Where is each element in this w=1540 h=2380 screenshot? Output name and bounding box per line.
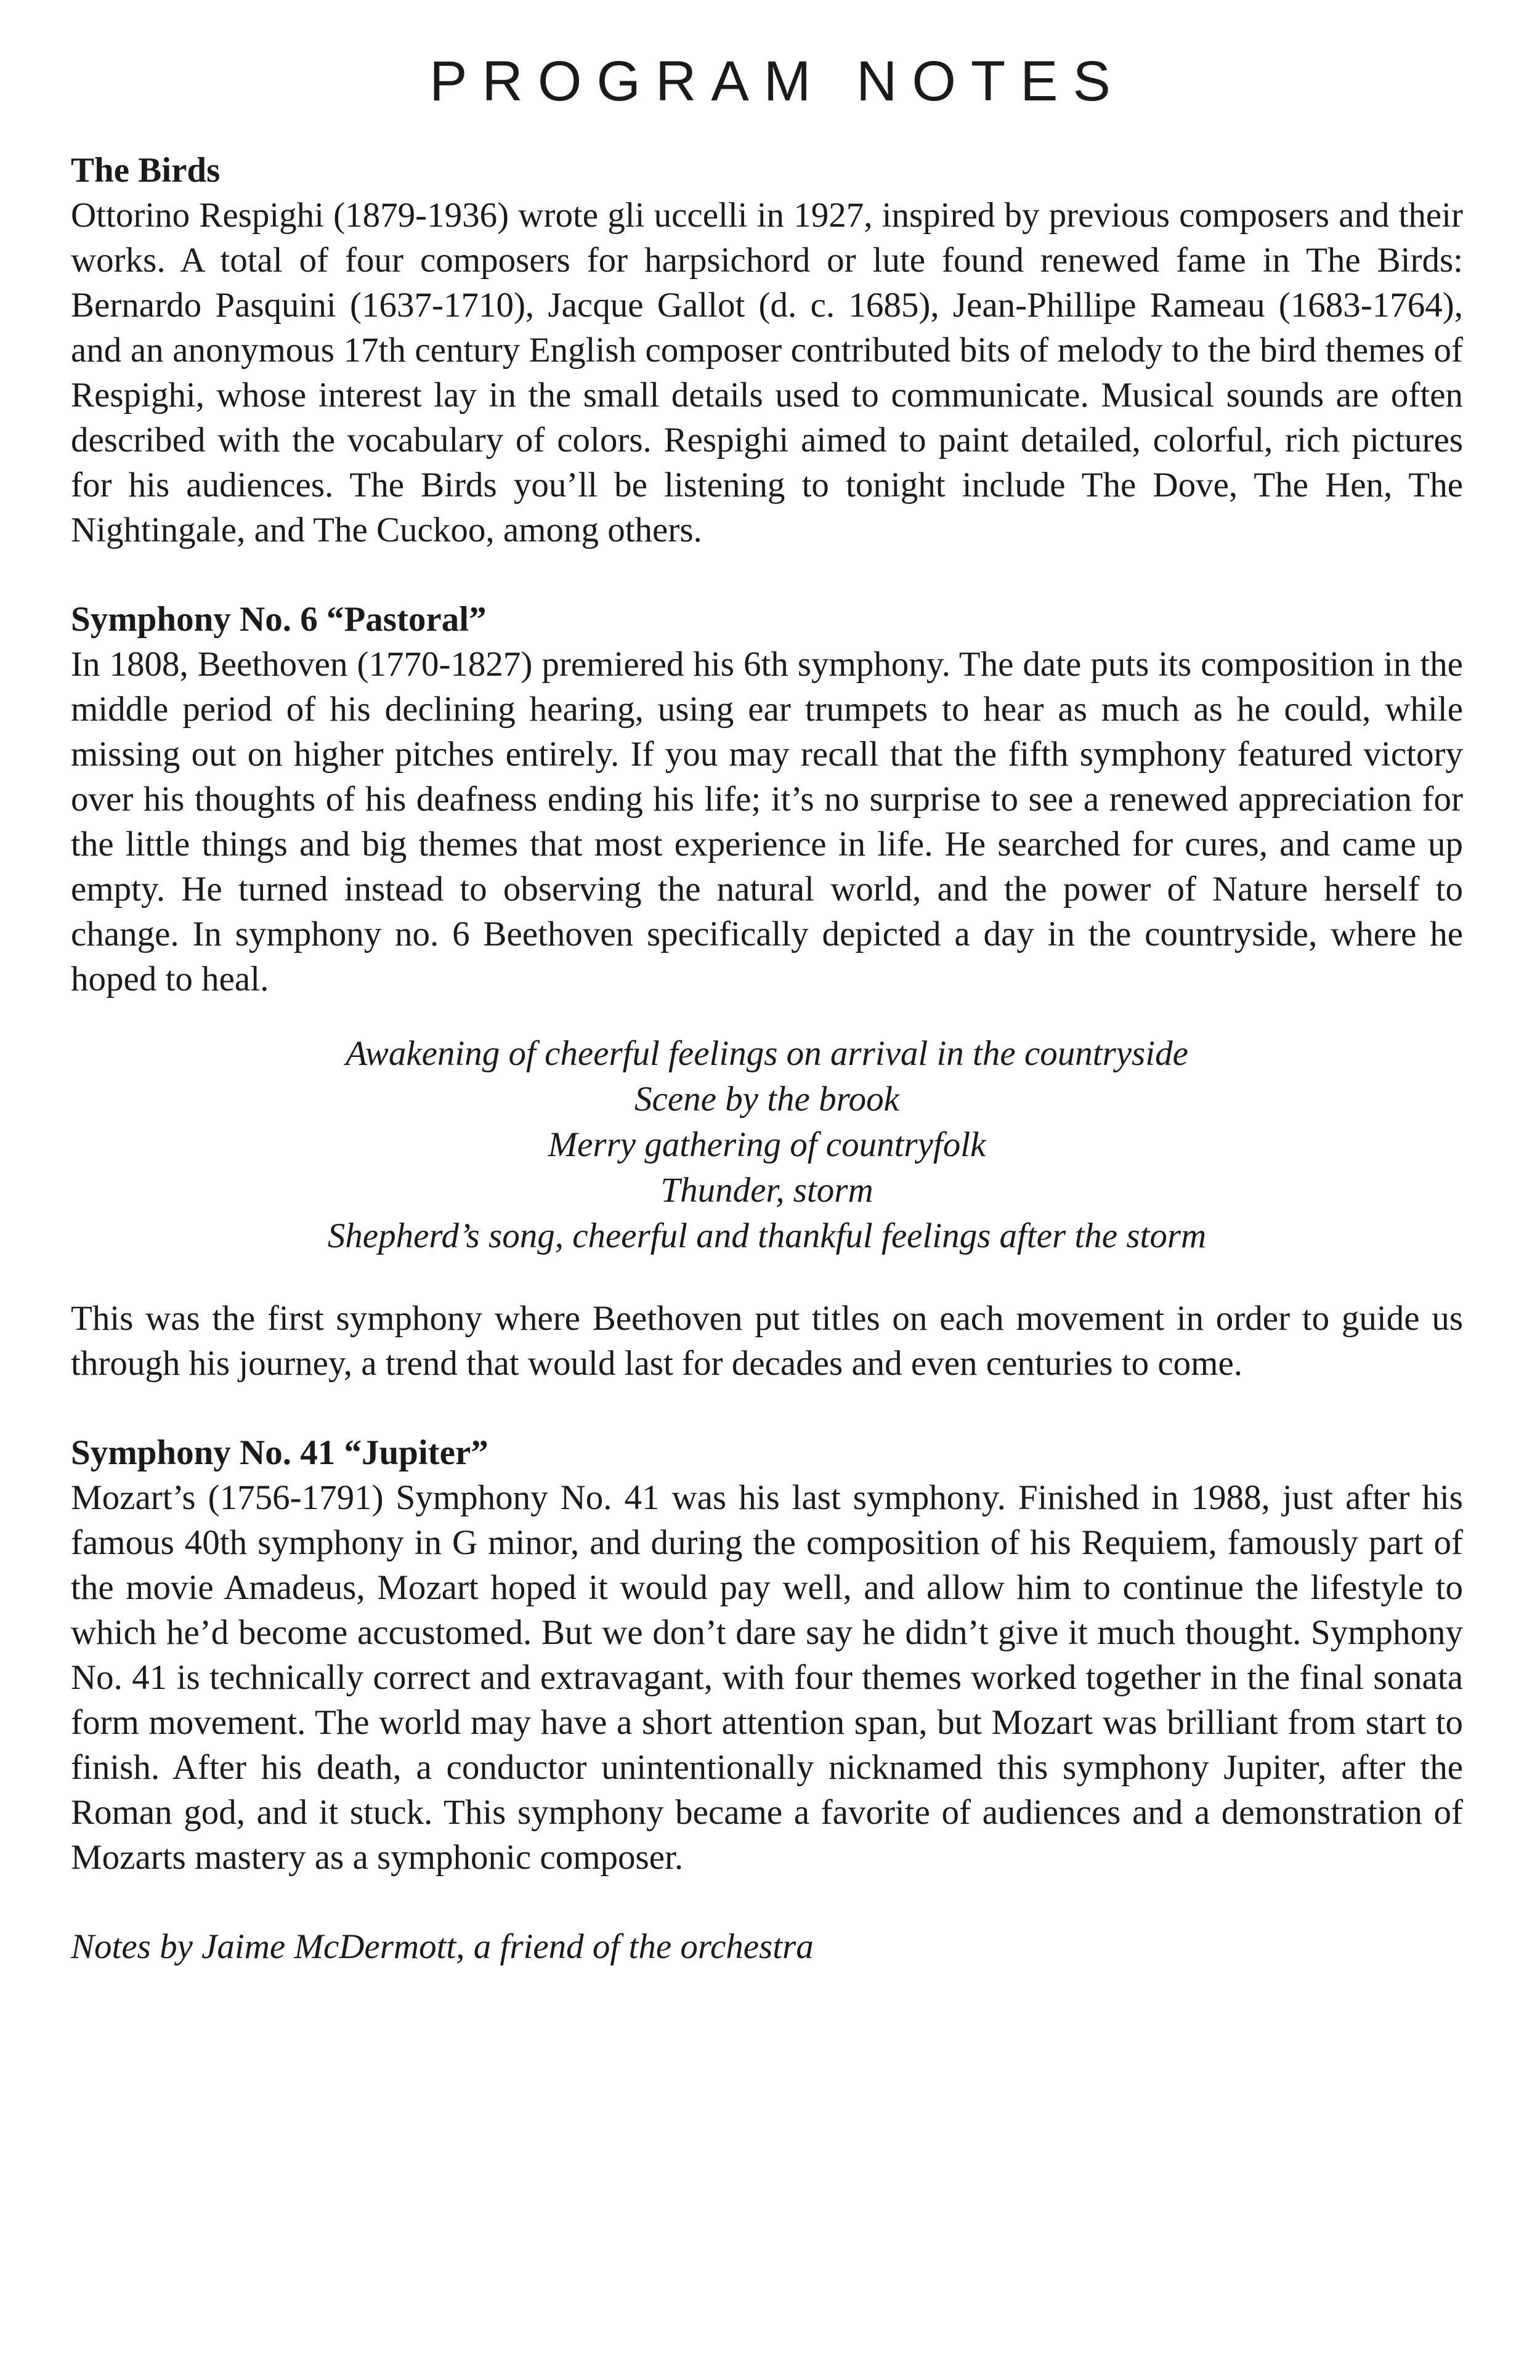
section-the-birds xyxy=(71,148,1463,552)
content xyxy=(71,148,1463,1969)
page-title: PROGRAM NOTES xyxy=(429,50,1125,113)
section-title: The Birds xyxy=(71,151,221,190)
movement-item: Shepherd’s song, cheerful and thankful feelings after the storm xyxy=(327,1216,1207,1255)
section-title: Symphony No. 6 “Pastoral” xyxy=(71,600,487,639)
movement-item: Merry gathering of countryfolk xyxy=(548,1125,986,1164)
movement-item: Awakening of cheerful feelings on arrival in the countryside xyxy=(346,1034,1188,1073)
section-paragraph: This was the first symphony where Beethoven put titles on each movement in order to guide us through his journey, a trend that would last for decades and even centuries to come. xyxy=(71,1299,1463,1383)
notes-credit: Notes by Jaime McDermott, a friend of the orchestra xyxy=(71,1927,814,1966)
section-paragraph: Mozart’s (1756-1791) Symphony No. 41 was his last symphony. Finished in 1988, just after his famous 40th symphony in G minor, and during the composition of his Requiem, famously part of the movie Amadeus, Mozart hoped it would pay well, and allow him to continue the lifestyle to which he’d become accustomed. But we don’t dare say he didn’t give it much thought. Symphony No. 41 is technically correct and extravagant, with four themes worked together in the final sonata form movement. The world may have a short attention span, but Mozart was brilliant from start to finish. After his death, a conductor unintentionally nicknamed this symphony Jupiter, after the Roman god, and it stuck. This symphony became a favorite of audiences and a demonstration of Mozarts mastery as a symphonic composer. xyxy=(71,1478,1463,1877)
movement-list xyxy=(71,1031,1463,1259)
section-symphony-6 xyxy=(71,597,1463,1386)
section-paragraph: In 1808, Beethoven (1770-1827) premiered his 6th symphony. The date puts its composition in the middle period of his declining hearing, using ear trumpets to hear as much as he could, while missing out on higher pitches entirely. If you may recall that the fifth symphony featured victory over his thoughts of his deafness ending his life; it’s no surprise to see a renewed appreciation for the little things and big themes that most experience in life. He searched for cures, and came up empty. He turned instead to observing the natural world, and the power of Nature herself to change. In symphony no. 6 Beethoven specifically depicted a day in the countryside, where he hoped to heal. xyxy=(71,645,1463,998)
section-paragraph: Ottorino Respighi (1879-1936) wrote gli uccelli in 1927, inspired by previous composers and their works. A total of four composers for harpsichord or lute found renewed fame in The Birds: Bernardo Pasquini (1637-1710), Jacque Gallot (d. c. 1685), Jean-Phillipe Rameau (1683-1764), and an anonymous 17th century English composer contributed bits of melody to the bird themes of Respighi, whose interest lay in the small details used to communicate. Musical sounds are often described with the vocabulary of colors. Respighi aimed to paint detailed, colorful, rich pictures for his audiences. The Birds you’ll be listening to tonight include The Dove, The Hen, The Nightingale, and The Cuckoo, among others. xyxy=(71,196,1463,549)
section-symphony-41 xyxy=(71,1430,1463,1880)
movement-item: Scene by the brook xyxy=(634,1080,899,1119)
section-title: Symphony No. 41 “Jupiter” xyxy=(71,1433,488,1472)
movement-item: Thunder, storm xyxy=(660,1171,873,1210)
